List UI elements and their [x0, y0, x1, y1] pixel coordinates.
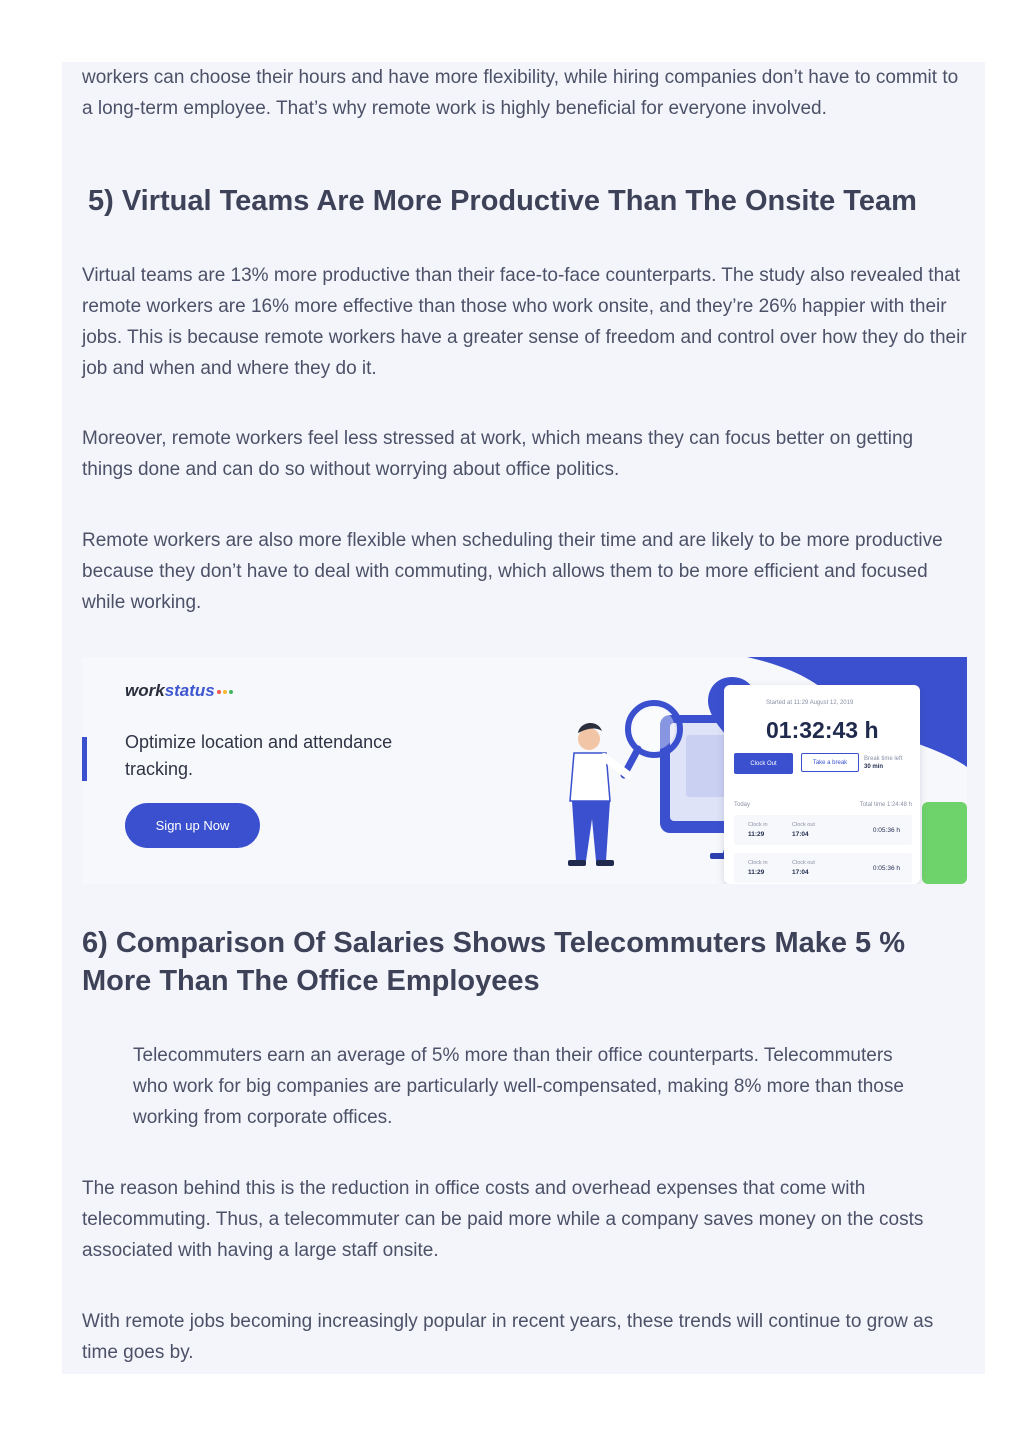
sign-up-button[interactable]: Sign up Now: [125, 803, 260, 848]
section-6-paragraph-2: With remote jobs becoming increasingly popular in recent years, these trends will continue to grow as time goes by.: [82, 1311, 934, 1363]
intro-paragraph: workers can choose their hours and have more flexibility, while hiring companies don’t have to commit to a long-term employee. That’s why remote work is highly beneficial for everyone involved.: [82, 67, 959, 119]
article-panel: [62, 62, 985, 1374]
banner-tagline: Optimize location and attendance tracking.: [125, 732, 393, 779]
accent-bar: [82, 737, 87, 781]
started-at-label: Started at 11:29 August 12, 2019: [766, 700, 854, 706]
take-break-button: Take a break: [801, 753, 859, 772]
time-tracker-card: [724, 685, 920, 884]
workstatus-ad-banner[interactable]: [82, 657, 967, 884]
section-5-heading: 5) Virtual Teams Are More Productive Than The Onsite Team: [88, 185, 917, 217]
time-log-row: Clock in 11:29 Clock out 17:04 0:05:36 h: [734, 853, 912, 883]
workstatus-logo: workstatus: [125, 681, 233, 701]
section-5-paragraph-1: Virtual teams are 13% more productive than their face-to-face counterparts. The study also revealed that remote workers are 16% more effective than those who work onsite, and they’re 26% happier with their jobs. This is because remote workers have a greater sense of freedom and control over how they do their job and when and where they do it.: [82, 265, 967, 379]
clock-out-button: Clock Out: [734, 753, 793, 774]
time-log-row: Clock in 11:29 Clock out 17:04 0:05:36 h: [734, 815, 912, 845]
today-label: Today: [734, 802, 751, 808]
break-time-left: Break time left 30 min: [864, 756, 903, 770]
timer-display: 01:32:43 h: [766, 717, 879, 743]
section-6-heading: 6) Comparison Of Salaries Shows Telecommuters Make 5 % More Than The Office Employees: [82, 927, 906, 997]
total-time-label: Total time 1:24:48 h: [859, 802, 912, 808]
section-5-paragraph-2: Moreover, remote workers feel less stressed at work, which means they can focus better on getting things done and can do so without worrying about office politics.: [82, 428, 914, 480]
section-6-blockquote: Telecommuters earn an average of 5% more than their office counterparts. Telecommuters who work for big companies are particularly well-compensated, making 8% more than those working from corporate offices.: [133, 1045, 904, 1128]
section-5-paragraph-3: Remote workers are also more flexible when scheduling their time and are likely to be more productive because they don’t have to deal with commuting, which allows them to be more efficient and focused while working.: [82, 530, 943, 613]
section-6-paragraph-1: The reason behind this is the reduction in office costs and overhead expenses that come with telecommuting. Thus, a telecommuter can be paid more while a company saves money on the costs associated with having a large staff onsite.: [82, 1178, 924, 1261]
